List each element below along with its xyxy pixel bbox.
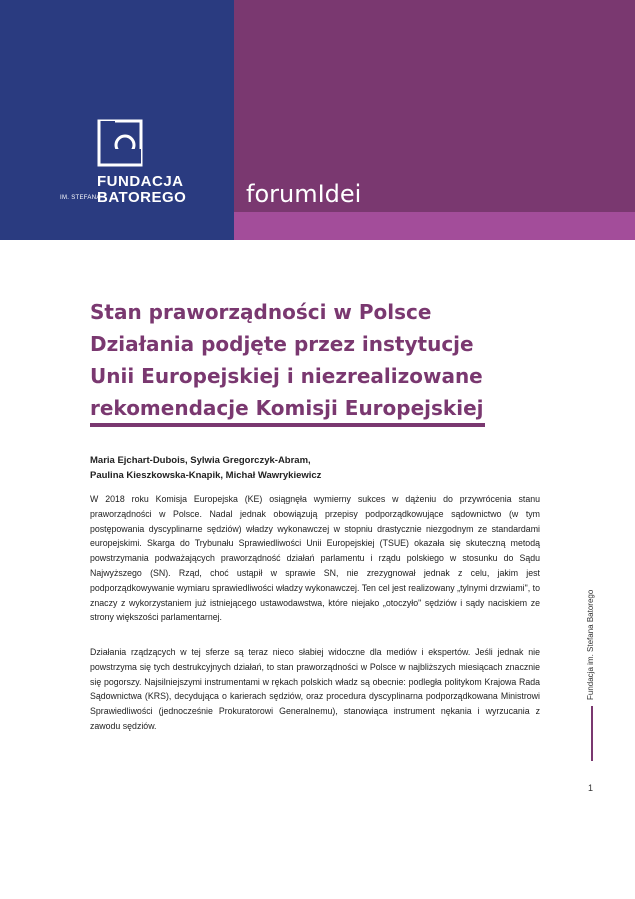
title-underline: [90, 423, 485, 427]
authors-line-1: Maria Ejchart-Dubois, Sylwia Gregorczyk-Abram,: [90, 455, 311, 466]
series-name: forumIdei: [246, 180, 362, 208]
body-paragraph-2: Działania rządzących w tej sferze są teraz nieco słabiej widoczne dla mediów i ekspertów. Jeśli jednak nie powstrzyma się tych destrukcyjnych działań, to stan praworządności w Polsce w najbliższych miesiącach znacznie się pogorszy. Najsilniejszymi instrumentami w rękach polskich władz są obecnie: podległa politykom Krajowa Rada Sądownictwa (KRS), decydująca o karierach sędziów, oraz procedura dyscyplinarna podporządkowana Ministrowi Sprawiedliwości (jednocześnie Prokuratorowi Generalnemu), stanowiąca instrument nękania i wyrzucania z zawodu sędziów.: [90, 647, 540, 731]
authors: [90, 453, 530, 483]
page-number: 1: [588, 783, 594, 793]
authors-line-2: Paulina Kieszkowska-Knapik, Michał Wawrykiewicz: [90, 470, 322, 481]
side-foundation-label: Fundacja im. Stefana Batorego: [586, 589, 595, 700]
document-title: Stan praworządności w Polsce Działania podjęte przez instytucje Unii Europejskiej i niezrealizowane rekomendacje Komisji Europejskiej: [90, 300, 484, 420]
header-purple-band: [234, 212, 635, 240]
foundation-logo-icon: [97, 119, 143, 167]
logo-text-im-stefana: IM. STEFANA: [60, 195, 101, 201]
logo-text-fundacja: FUNDACJA: [97, 173, 184, 190]
logo-text-batorego: BATOREGO: [97, 189, 187, 206]
side-rule: [591, 706, 593, 761]
body-paragraph-1: W 2018 roku Komisja Europejska (KE) osiągnęła wymierny sukces w dążeniu do przywrócenia stanu praworządności w Polsce. Nadal jednak obowiązują przepisy podporządkowujące sądownictwo (w tym postępowania dyscyplinarne sędziów) władzy wykonawczej w stopniu drastycznie niezgodnym ze standardami europejskimi. Skarga do Trybunału Sprawiedliwości Unii Europejskiej (TSUE) okazała się skuteczną metodą powstrzymania podważających praworządność działań parlamentu i rządu polskiego w stosunku do Sądu Najwyższego (SN). Rząd, choć ustąpił w sprawie SN, nie zrezygnował jednak z celu, jakim jest podporządkowywanie wymiaru sprawiedliwości władzy wykonawczej. Ten cel jest realizowany „tylnymi drzwiami", to znaczy z wykorzystaniem już istniejącego ustawodawstwa, które niejako „otoczyło" sędziów i sądy naciskiem ze strony większości parlamentarnej.: [90, 494, 540, 623]
